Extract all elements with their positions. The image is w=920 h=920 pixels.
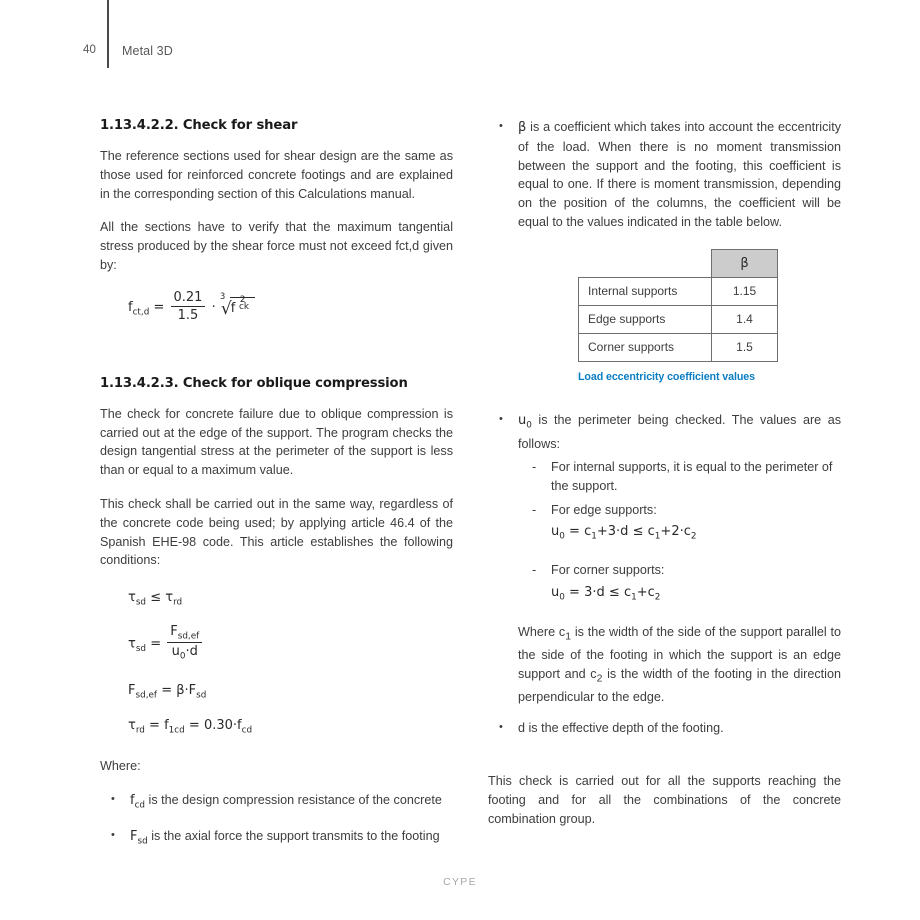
fctd-denominator: 1.5 xyxy=(177,307,199,323)
eq4-mid: f xyxy=(164,717,169,733)
u0-edge-c1b-sub: 1 xyxy=(654,531,661,542)
row-value-corner: 1.5 xyxy=(712,333,778,361)
u0-corner-lhs-sub: 0 xyxy=(559,592,565,603)
eq1-lhs-sub: sd xyxy=(135,597,147,608)
eq3-rhs: F xyxy=(188,682,197,698)
eq4-equals-1: = xyxy=(149,717,160,733)
eq2-den-d: d xyxy=(189,644,198,660)
u0-edge-plus1: + xyxy=(596,524,608,540)
where-text-2: is the width of the side of the support parallel to the side of the footing in which the support is an edge support and c xyxy=(518,624,841,682)
beta-table-head xyxy=(579,249,778,277)
bullet-fsd-sub: sd xyxy=(137,836,148,847)
dash-internal-supports: - For internal supports, it is equal to the perimeter of the support. xyxy=(518,458,841,496)
bullet-fsd-base: F xyxy=(130,829,138,845)
table-header-row xyxy=(579,249,778,277)
oblique-equation-list xyxy=(128,590,453,735)
eq2-equals: = xyxy=(150,636,162,652)
bullet-beta-coefficient xyxy=(488,118,841,232)
bullet-fsd xyxy=(100,827,453,851)
eq3-lhs: F xyxy=(128,682,136,698)
equation-tausd-definition xyxy=(128,625,453,663)
where-c1-c2-paragraph xyxy=(518,623,841,707)
eq4-equals-2: = xyxy=(188,717,200,733)
eq3-equals: = xyxy=(161,682,173,698)
header-vertical-rule xyxy=(107,0,109,68)
bullet-u0-perimeter xyxy=(488,411,841,707)
footer-brand: CYPE xyxy=(443,876,477,888)
where-text-1: Where c xyxy=(518,624,566,639)
u0-edge-c1-sub: 1 xyxy=(591,531,597,542)
u0-corner-c2-sub: 2 xyxy=(654,592,661,603)
row-label-corner: Corner supports xyxy=(579,333,712,361)
eq3-beta: β xyxy=(176,682,185,698)
bullet-beta-text: is a coefficient which takes into account the eccentricity of the load. When there is no moment transmission between the support and the footing, this coefficient is equal to one. If there is moment transmission, depending on the position of the columns, the coefficient will be equal to the values indicated in the table below. xyxy=(518,120,841,229)
u0-edge-le: ≤ xyxy=(632,524,644,540)
eq2-lhs-sub: sd xyxy=(135,643,147,654)
u0-edge-three: 3 xyxy=(607,524,617,540)
table-row xyxy=(579,277,778,305)
fctd-dot: · xyxy=(211,299,216,315)
eq4-lhs-sub: rd xyxy=(135,725,145,736)
eq1-rhs-sub: rd xyxy=(173,597,183,608)
section-heading-check-for-shear: 1.13.4.2.2. Check for shear xyxy=(100,118,298,133)
u0-edge-lhs-sub: 0 xyxy=(559,531,565,542)
u0-bullet-list xyxy=(488,411,841,738)
u0-corner-dot: · xyxy=(592,584,597,600)
equation-fsdef xyxy=(128,683,453,701)
beta-table-body xyxy=(579,277,778,361)
row-value-edge: 1.4 xyxy=(712,305,778,333)
eq2-den-u-sub: 0 xyxy=(179,651,186,662)
eq4-rhs-sub: cd xyxy=(241,725,253,736)
bullet-fsd-text: is the axial force the support transmits to the footing xyxy=(147,829,440,844)
dash-edge-supports xyxy=(518,501,841,547)
u0-corner-d: d xyxy=(596,584,605,600)
dash-corner-label: For corner supports: xyxy=(551,562,665,577)
eq2-num-base: F xyxy=(170,623,178,639)
bullet-fcd-text: is the design compression resistance of the concrete xyxy=(145,792,442,807)
eq3-rhs-sub: sd xyxy=(196,690,207,701)
beta-coefficient-table xyxy=(578,249,778,362)
u0-edge-lhs: u xyxy=(551,524,560,540)
eq4-lhs: τ xyxy=(128,717,136,733)
equation-taurd xyxy=(128,718,453,736)
u0-corner-lhs: u xyxy=(551,584,560,600)
table-row xyxy=(579,333,778,361)
bullet-fsd-symbol xyxy=(130,829,148,847)
u0-edge-c1b: c xyxy=(647,524,655,540)
eq3-dot: · xyxy=(184,682,189,698)
page-header xyxy=(0,0,920,70)
u0-edge-equals: = xyxy=(569,524,580,540)
bullet-fcd-symbol xyxy=(130,792,146,811)
radical-sign: √ xyxy=(220,298,232,319)
eq3-lhs-sub: sd,ef xyxy=(135,690,158,701)
u0-corner-three: 3 xyxy=(584,584,593,600)
radicand-base: f xyxy=(230,300,236,316)
fctd-lhs-sub: ct,d xyxy=(132,307,150,318)
eq1-rhs: τ xyxy=(165,590,174,606)
left-column xyxy=(100,118,453,852)
root-index: 3 xyxy=(219,291,226,302)
radicand-sup: 2 xyxy=(239,294,246,305)
eq4-value: 0.30 xyxy=(203,717,233,733)
shear-paragraph-2: All the sections have to verify that the maximum tangential stress produced by the shear force must not exceed fct,d given by: xyxy=(100,220,453,272)
fctd-equals: = xyxy=(153,299,165,315)
beta-table-header-beta: β xyxy=(712,249,778,277)
eq4-mid-sub: 1cd xyxy=(168,725,185,736)
u0-edge-two: 2 xyxy=(671,524,680,540)
eq2-den-dot: · xyxy=(185,644,190,660)
oblique-paragraph-2: This check shall be carried out in the same way, regardless of the concrete code being used; by applying article 46.4 of the Spanish EHE-98 code. This article establishes the following conditions: xyxy=(100,496,453,568)
eq2-denominator xyxy=(167,643,202,662)
row-label-edge: Edge supports xyxy=(579,305,712,333)
u0-edge-c2-sub: 2 xyxy=(690,531,697,542)
u0-edge-d: d xyxy=(620,524,629,540)
u0-corner-c2: c xyxy=(647,584,655,600)
fctd-lhs: f xyxy=(128,299,133,315)
fctd-fraction xyxy=(171,290,206,323)
eq2-den-u: u xyxy=(171,644,180,660)
u0-corner-plus: + xyxy=(636,584,648,600)
dash-corner-supports xyxy=(518,561,841,607)
radicand-sub: ck xyxy=(239,302,249,313)
bullet-fcd-sub: cd xyxy=(134,800,146,811)
eq4-dot: · xyxy=(232,717,238,733)
eq4-rhs: f xyxy=(237,717,242,733)
u0-sub-list xyxy=(518,458,841,607)
u0-corner-le: ≤ xyxy=(608,584,620,600)
eq1-relation: ≤ xyxy=(150,590,162,606)
beta-table-header-blank xyxy=(579,249,712,277)
bullet-u0-symbol xyxy=(518,412,532,431)
bullet-effective-depth: • d is the effective depth of the footing. xyxy=(488,719,841,738)
equation-u0-corner xyxy=(551,584,841,607)
beta-bullet-list xyxy=(488,118,841,232)
u0-edge-dot2: · xyxy=(679,524,684,540)
cube-root xyxy=(219,291,255,319)
right-column xyxy=(488,118,841,828)
where-sub-2: 2 xyxy=(596,672,603,685)
radicand-scripts xyxy=(235,294,251,313)
fctd-numerator: 0.21 xyxy=(171,290,206,307)
row-value-internal: 1.15 xyxy=(712,277,778,305)
beta-table-container xyxy=(488,249,841,362)
u0-corner-c1: c xyxy=(623,584,632,600)
bullet-u0-text: is the perimeter being checked. The values are as follows: xyxy=(518,412,841,452)
radicand xyxy=(230,294,255,316)
shear-paragraph-1: The reference sections used for shear design are the same as those used for reinforced concrete footings and are explained in the corresponding section of this Calculations manual. xyxy=(100,149,453,201)
eq2-fraction xyxy=(167,624,202,662)
u0-edge-c1: c xyxy=(584,524,592,540)
where-sub-1: 1 xyxy=(565,630,572,643)
where-text-3: is the width of the footing in the direction perpendicular to the edge. xyxy=(518,667,841,705)
section-heading-oblique-compression: 1.13.4.2.3. Check for oblique compression xyxy=(100,375,408,391)
bullet-u0-sub: 0 xyxy=(526,420,532,431)
eq2-num-sub: sd,ef xyxy=(177,631,200,642)
dash-edge-label: For edge supports: xyxy=(551,502,657,517)
header-title: Metal 3D xyxy=(122,44,173,58)
u0-corner-equals: = xyxy=(569,584,580,600)
bullet-u0-base: u xyxy=(518,412,527,428)
table-row xyxy=(579,305,778,333)
eq2-lhs: τ xyxy=(128,636,136,652)
section-spacer xyxy=(100,342,453,376)
equation-fctd xyxy=(128,291,453,324)
page-number: 40 xyxy=(83,44,96,56)
bullet-fcd-base: f xyxy=(130,792,135,808)
u0-corner-c1-sub: 1 xyxy=(631,592,637,603)
u0-edge-plus2: + xyxy=(660,524,672,540)
row-label-internal: Internal supports xyxy=(579,277,712,305)
u0-edge-c2: c xyxy=(683,524,691,540)
u0-edge-dot1: · xyxy=(616,524,621,540)
beta-table-caption: Load eccentricity coefficient values xyxy=(578,370,755,383)
equation-u0-edge xyxy=(551,523,841,546)
bullet-beta-symbol: β xyxy=(518,120,527,135)
equation-tausd-le-taurd xyxy=(128,590,453,608)
closing-paragraph: This check is carried out for all the supports reaching the footing and for all the combinations of the concrete combination group. xyxy=(488,773,841,826)
eq1-lhs: τ xyxy=(128,590,136,606)
where-label: Where: xyxy=(100,759,141,774)
bullet-fcd xyxy=(100,791,453,815)
where-bullet-list xyxy=(100,791,453,852)
eq2-numerator xyxy=(167,624,202,644)
oblique-paragraph-1: The check for concrete failure due to oblique compression is carried out at the edge of the support. The program checks the design tangential stress at the perimeter of the support is less than or equal to a maximum value. xyxy=(100,406,453,478)
